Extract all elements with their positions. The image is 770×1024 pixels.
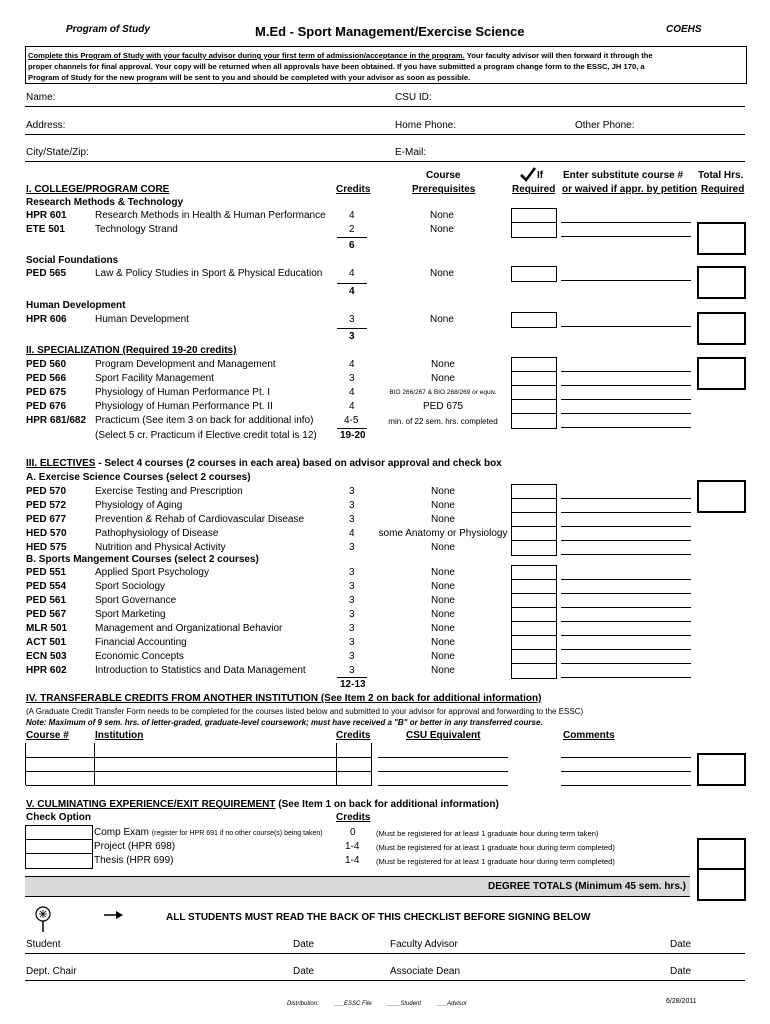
course-title: Human Development — [95, 314, 189, 325]
if-header: If — [537, 170, 544, 181]
course-credits: 4 — [349, 387, 355, 398]
signature-line[interactable] — [25, 980, 745, 981]
section1-heading: I. COLLEGE/PROGRAM CORE — [26, 184, 170, 195]
option-requirement: (Must be registered for at least 1 graduate hour during term taken) — [376, 829, 599, 838]
course-prereq: None — [430, 314, 454, 325]
comments-line[interactable] — [561, 757, 691, 758]
group-b-heading: B. Sports Mangement Courses (select 2 courses) — [26, 554, 259, 565]
course-prereq: None — [431, 500, 455, 511]
thesis-checkbox[interactable] — [25, 853, 93, 869]
subtotal-line — [337, 283, 367, 284]
address-line[interactable] — [25, 134, 745, 135]
credits-header: Credits — [336, 184, 371, 195]
option-requirement: (Must be registered for at least 1 graduate hour during term completed) — [376, 857, 615, 866]
course-code: PED 561 — [26, 595, 67, 606]
address-label: Address: — [26, 120, 66, 131]
substitute-line[interactable] — [561, 579, 691, 580]
substitute-line[interactable] — [561, 540, 691, 541]
course-title: Economic Concepts — [95, 651, 184, 662]
course-prereq: None — [431, 373, 455, 384]
subtotal-line — [337, 677, 367, 678]
course-title: Applied Sport Psychology — [95, 567, 209, 578]
other-phone-label: Other Phone: — [575, 120, 635, 131]
read-back-notice: ALL STUDENTS MUST READ THE BACK OF THIS CHECKLIST BEFORE SIGNING BELOW — [166, 912, 591, 923]
substitute-line[interactable] — [561, 413, 691, 414]
course-prereq: None — [431, 486, 455, 497]
course-title: Sport Governance — [95, 595, 177, 606]
csu-id-label: CSU ID: — [395, 92, 432, 103]
group-total: 4 — [349, 286, 355, 297]
city-line[interactable] — [25, 161, 745, 162]
substitute-header: Enter substitute course # — [563, 170, 684, 181]
required-checkbox[interactable] — [511, 663, 557, 679]
course-title: Program Development and Management — [95, 359, 276, 370]
total-hrs-box[interactable] — [697, 222, 746, 255]
course-title: Research Methods in Health & Human Performance — [95, 210, 326, 221]
required-checkbox[interactable] — [511, 413, 557, 429]
prereq-header: Prerequisites — [412, 184, 476, 195]
substitute-line[interactable] — [561, 427, 691, 428]
required-header: Required — [512, 184, 556, 195]
course-prereq: None — [431, 567, 455, 578]
instructions-line1-underlined: Complete this Program of Study with your faculty advisor during your first term of admission/acceptance in the program. — [28, 51, 465, 60]
chair-date-label: Date — [293, 966, 315, 977]
substitute-line[interactable] — [561, 326, 691, 327]
substitute-line[interactable] — [561, 526, 691, 527]
substitute-line[interactable] — [561, 677, 691, 678]
course-prereq: None — [431, 637, 455, 648]
total-hrs-header: Total Hrs. — [698, 170, 744, 181]
course-header: Course — [426, 170, 461, 181]
check-option-label: Check Option — [26, 812, 92, 823]
course-prereq: None — [431, 359, 455, 370]
course-title: Prevention & Rehab of Cardiovascular Disease — [95, 514, 304, 525]
required-checkbox[interactable] — [511, 540, 557, 556]
total-hrs-box[interactable] — [697, 480, 746, 513]
course-title: Sport Marketing — [95, 609, 166, 620]
substitute-line[interactable] — [561, 607, 691, 608]
subtotal-line — [337, 428, 367, 429]
total-hrs-box[interactable] — [697, 312, 746, 345]
total-required-header: Required — [701, 184, 745, 195]
course-code: HPR 602 — [26, 665, 67, 676]
course-code: PED 566 — [26, 373, 67, 384]
section3-heading — [26, 458, 502, 469]
practicum-note: (Select 5 cr. Practicum if Elective credit total is 12) — [95, 430, 317, 441]
course-code: PED 570 — [26, 486, 67, 497]
course-title: Physiology of Human Performance Pt. II — [95, 401, 273, 412]
student-signature-label: Student — [26, 939, 61, 950]
distribution-student: ____Student — [387, 1001, 422, 1007]
substitute-line[interactable] — [561, 280, 691, 281]
required-checkbox[interactable] — [511, 312, 557, 328]
course-code: MLR 501 — [26, 623, 68, 634]
total-hrs-box[interactable] — [697, 266, 746, 299]
course-code: HPR 681/682 — [26, 415, 87, 426]
course-prereq: None — [431, 665, 455, 676]
college-label: COEHS — [666, 24, 702, 35]
program-of-study-label: Program of Study — [66, 24, 150, 35]
name-line[interactable] — [25, 106, 745, 107]
substitute-line[interactable] — [561, 649, 691, 650]
distribution-advisor: ___Advisor — [437, 1001, 468, 1007]
dean-date-label: Date — [670, 966, 692, 977]
degree-totals-bar — [25, 876, 690, 897]
comp-exam-option — [94, 827, 323, 838]
instructions-line1-rest: Your faculty advisor will then forward it through the — [464, 51, 653, 60]
section5-heading — [26, 799, 499, 810]
arrow-right-icon — [104, 909, 124, 921]
equiv-line[interactable] — [378, 757, 508, 758]
course-code: ETE 501 — [26, 224, 65, 235]
instructions-line3: Program of Study for the new program will be sent to you and should be completed with your advisor as soon as possible. — [28, 73, 471, 82]
course-code: PED 676 — [26, 401, 67, 412]
course-code: HPR 601 — [26, 210, 67, 221]
course-prereq: None — [431, 581, 455, 592]
course-credits: 3 — [349, 542, 355, 553]
course-credits: 4 — [349, 528, 355, 539]
substitute-line[interactable] — [561, 399, 691, 400]
transfer-note2: Note: Maximum of 9 sem. hrs. of letter-graded, graduate-level coursework; must have received a "B" or better in any transferred course. — [26, 718, 543, 727]
course-credits: 3 — [349, 651, 355, 662]
transfer-course-header: Course # — [26, 730, 69, 741]
course-credits: 4 — [349, 359, 355, 370]
course-credits: 3 — [349, 500, 355, 511]
course-credits: 3 — [349, 665, 355, 676]
course-prereq: None — [431, 623, 455, 634]
section4-heading: IV. TRANSFERABLE CREDITS FROM ANOTHER INSTITUTION (See Item 2 on back for additional information) — [26, 693, 542, 704]
option-credits: 1-4 — [345, 855, 360, 866]
section3-total: 12-13 — [340, 679, 366, 690]
course-prereq: None — [430, 210, 454, 221]
substitute-line[interactable] — [561, 512, 691, 513]
course-title: Sport Sociology — [95, 581, 166, 592]
course-title: Introduction to Statistics and Data Management — [95, 665, 306, 676]
email-label: E-Mail: — [395, 147, 427, 158]
course-code: HED 570 — [26, 528, 67, 539]
student-date-label: Date — [293, 939, 315, 950]
course-prereq: BIO 266/267 & BIO 268/269 or equiv. — [389, 389, 497, 396]
course-code: PED 551 — [26, 567, 67, 578]
section2-heading: II. SPECIALIZATION (Required 19-20 credits) — [26, 345, 237, 356]
course-title: Management and Organizational Behavior — [95, 623, 283, 634]
course-credits: 3 — [349, 623, 355, 634]
subtotal-line — [337, 237, 367, 238]
course-credits: 3 — [349, 486, 355, 497]
revision-date: 6/28/2011 — [666, 998, 697, 1005]
course-code: HPR 606 — [26, 314, 67, 325]
course-prereq: min. of 22 sem. hrs. completed — [388, 417, 498, 426]
group-human-development: Human Development — [26, 300, 126, 311]
course-title: Nutrition and Physical Activity — [95, 542, 226, 553]
section5-heading-underlined: V. CULMINATING EXPERIENCE/EXIT REQUIREMENT — [26, 799, 276, 810]
course-prereq: None — [430, 268, 454, 279]
substitute-line[interactable] — [561, 663, 691, 664]
course-credits: 3 — [349, 595, 355, 606]
course-prereq: PED 675 — [422, 401, 464, 412]
course-prereq: None — [431, 651, 455, 662]
option-note: (register for HPR 691 if no other course(s) being taken) — [151, 830, 323, 837]
transfer-table[interactable] — [25, 743, 372, 785]
course-code: PED 560 — [26, 359, 67, 370]
course-code: PED 565 — [26, 268, 67, 279]
project-option: Project (HPR 698) — [94, 841, 176, 852]
course-code: PED 675 — [26, 387, 67, 398]
course-title: Sport Facility Management — [95, 373, 214, 384]
group-a-heading: A. Exercise Science Courses (select 2 courses) — [26, 472, 251, 483]
course-credits: 3 — [349, 567, 355, 578]
course-prereq: None — [431, 542, 455, 553]
course-title: Physiology of Human Performance Pt. I — [95, 387, 271, 398]
course-credits: 3 — [349, 373, 355, 384]
equiv-line[interactable] — [378, 771, 508, 772]
transfer-credits-header: Credits — [336, 730, 371, 741]
distribution-essc: ___ESSC File — [334, 1001, 372, 1007]
chair-signature-label: Dept. Chair — [26, 966, 77, 977]
substitute-line[interactable] — [561, 371, 691, 372]
substitute-line[interactable] — [561, 621, 691, 622]
section3-heading-underlined: III. ELECTIVES — [26, 458, 96, 469]
course-prereq: None — [430, 224, 454, 235]
instructions-box — [25, 46, 747, 84]
comments-line[interactable] — [561, 785, 691, 786]
course-code: PED 677 — [26, 514, 67, 525]
lightbulb-icon — [34, 905, 52, 933]
substitute-line[interactable] — [561, 593, 691, 594]
course-title: Practicum (See item 3 on back for additional info) — [95, 415, 314, 426]
transfer-comments-header: Comments — [563, 730, 615, 741]
transfer-institution-header: Institution — [95, 730, 144, 741]
city-label: City/State/Zip: — [26, 147, 89, 158]
section3-heading-rest: - Select 4 courses (2 courses in each area) based on advisor approval and check box — [95, 458, 502, 469]
substitute-line[interactable] — [561, 222, 691, 223]
course-credits: 3 — [349, 637, 355, 648]
group-total: 3 — [349, 331, 355, 342]
advisor-date-label: Date — [670, 939, 692, 950]
waived-header: or waived if appr. by petition — [562, 184, 698, 195]
home-phone-label: Home Phone: — [395, 120, 457, 131]
substitute-line[interactable] — [561, 554, 691, 555]
course-prereq: some Anatomy or Physiology — [378, 528, 508, 539]
signature-line[interactable] — [25, 953, 745, 954]
section2-total: 19-20 — [340, 430, 366, 441]
checkmark-icon — [519, 166, 537, 182]
dean-signature-label: Associate Dean — [390, 966, 461, 977]
substitute-line[interactable] — [561, 498, 691, 499]
course-code: HED 575 — [26, 542, 67, 553]
distribution-label: Distribution: — [287, 1001, 319, 1007]
required-checkbox[interactable] — [511, 222, 557, 238]
course-code: ACT 501 — [26, 637, 67, 648]
comments-line[interactable] — [561, 771, 691, 772]
course-credits: 2 — [349, 224, 355, 235]
page-title: M.Ed - Sport Management/Exercise Science — [255, 24, 525, 39]
total-hrs-box[interactable] — [697, 357, 746, 390]
substitute-line[interactable] — [561, 385, 691, 386]
transfer-note1: (A Graduate Credit Transfer Form needs to be completed for the courses listed below and submitted to your advisor for approval and forwarding to the ESSC) — [26, 707, 584, 716]
advisor-signature-label: Faculty Advisor — [390, 939, 458, 950]
thesis-option: Thesis (HPR 699) — [94, 855, 174, 866]
course-title: Pathophysiology of Disease — [95, 528, 219, 539]
course-credits: 4 — [349, 210, 355, 221]
course-credits: 4 — [349, 268, 355, 279]
course-prereq: None — [431, 514, 455, 525]
degree-totals-label: DEGREE TOTALS (Minimum 45 sem. hrs.) — [488, 881, 686, 892]
group-total: 6 — [349, 240, 355, 251]
option-name: Comp Exam — [94, 827, 150, 838]
degree-total-box[interactable] — [697, 868, 746, 901]
substitute-line[interactable] — [561, 635, 691, 636]
equiv-line[interactable] — [378, 785, 508, 786]
substitute-line[interactable] — [561, 236, 691, 237]
total-hrs-box[interactable] — [697, 753, 746, 786]
option-credits: 0 — [350, 827, 356, 838]
course-title: Physiology of Aging — [95, 500, 183, 511]
course-credits: 4-5 — [344, 415, 359, 426]
course-credits: 3 — [349, 609, 355, 620]
course-credits: 4 — [349, 401, 355, 412]
required-checkbox[interactable] — [511, 266, 557, 282]
course-credits: 3 — [349, 581, 355, 592]
option-credits: 1-4 — [345, 841, 360, 852]
name-label: Name: — [26, 92, 56, 103]
course-title: Exercise Testing and Prescription — [95, 486, 243, 497]
course-code: PED 572 — [26, 500, 67, 511]
total-hrs-box[interactable] — [697, 838, 746, 871]
course-title: Financial Accounting — [95, 637, 187, 648]
course-credits: 3 — [349, 314, 355, 325]
course-prereq: None — [431, 595, 455, 606]
culminating-credits-header: Credits — [336, 812, 371, 823]
course-code: PED 554 — [26, 581, 67, 592]
course-title: Law & Policy Studies in Sport & Physical Education — [95, 268, 323, 279]
group-social-foundations: Social Foundations — [26, 255, 119, 266]
course-code: PED 567 — [26, 609, 67, 620]
group-research-methods: Research Methods & Technology — [26, 197, 184, 208]
course-code: ECN 503 — [26, 651, 67, 662]
course-credits: 3 — [349, 514, 355, 525]
option-requirement: (Must be registered for at least 1 graduate hour during term completed) — [376, 843, 615, 852]
transfer-equiv-header: CSU Equivalent — [406, 730, 481, 741]
subtotal-line — [337, 328, 367, 329]
course-prereq: None — [431, 609, 455, 620]
section5-heading-rest: (See Item 1 on back for additional information) — [275, 799, 499, 810]
course-title: Technology Strand — [95, 224, 178, 235]
instructions-line2: proper channels for final approval. Your copy will be returned when all approvals have been obtained. If you have submitted a program change form to the ESSC, JH 170, a — [28, 62, 645, 71]
